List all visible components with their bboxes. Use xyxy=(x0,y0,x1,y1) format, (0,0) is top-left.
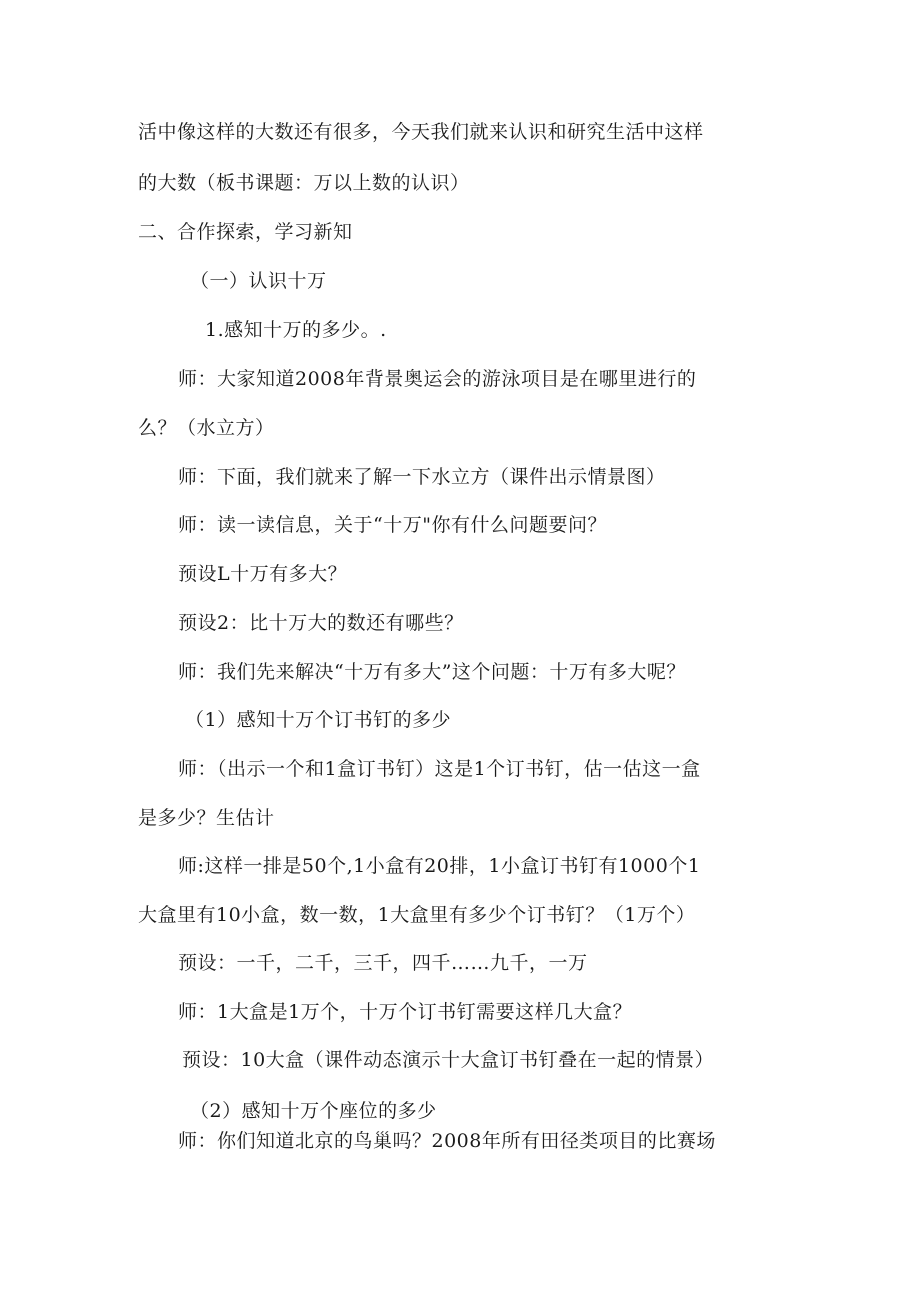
section-heading: 二、合作探索，学习新知 xyxy=(138,221,353,243)
text-line-1: 活中像这样的大数还有很多，今天我们就来认识和研究生活中这样 xyxy=(138,121,704,143)
text-line-15: 是多少？生估计 xyxy=(138,807,275,829)
item-heading: 1.感知十万的多少。. xyxy=(205,319,387,341)
text-line-20: 预设：10大盒（课件动态演示十大盒订书钉叠在一起的情景） xyxy=(182,1049,715,1071)
sub-item-heading-1: （1）感知十万个订书钉的多少 xyxy=(185,709,452,731)
text-line-2: 的大数（板书课题：万以上数的认识） xyxy=(138,172,470,194)
text-line-12: 师：我们先来解决“十万有多大”这个问题：十万有多大呢？ xyxy=(178,661,686,683)
text-line-9: 师：读一读信息，关于“十万"你有什么问题要问？ xyxy=(178,514,607,536)
text-line-6: 师：大家知道2008年背景奥运会的游泳项目是在哪里进行的 xyxy=(178,368,697,390)
sub-item-heading-2: （2）感知十万个座位的多少 xyxy=(190,1100,437,1122)
subsection-heading: （一）认识十万 xyxy=(190,270,327,292)
text-line-10: 预设L十万有多大？ xyxy=(178,563,348,585)
text-line-18: 预设：一千，二千，三千，四千……九千，一万 xyxy=(178,952,588,974)
text-line-22: 师：你们知道北京的鸟巢吗？2008年所有田径类项目的比赛场 xyxy=(178,1130,716,1152)
text-line-17: 大盒里有10小盒，数一数，1大盒里有多少个订书钉？（1万个） xyxy=(138,904,696,926)
text-line-16: 师:这样一排是50个,1小盒有20排，1小盒订书钉有1000个1 xyxy=(178,855,701,877)
text-line-14: 师：（出示一个和1盒订书钉）这是1个订书钉，估一估这一盒 xyxy=(178,758,701,780)
text-line-8: 师：下面，我们就来了解一下水立方（课件出示情景图） xyxy=(178,466,666,488)
text-line-11: 预设2：比十万大的数还有哪些？ xyxy=(178,612,464,634)
text-line-7: 么？（水立方） xyxy=(138,417,275,439)
text-line-19: 师：1大盒是1万个，十万个订书钉需要这样几大盒？ xyxy=(178,1001,633,1023)
